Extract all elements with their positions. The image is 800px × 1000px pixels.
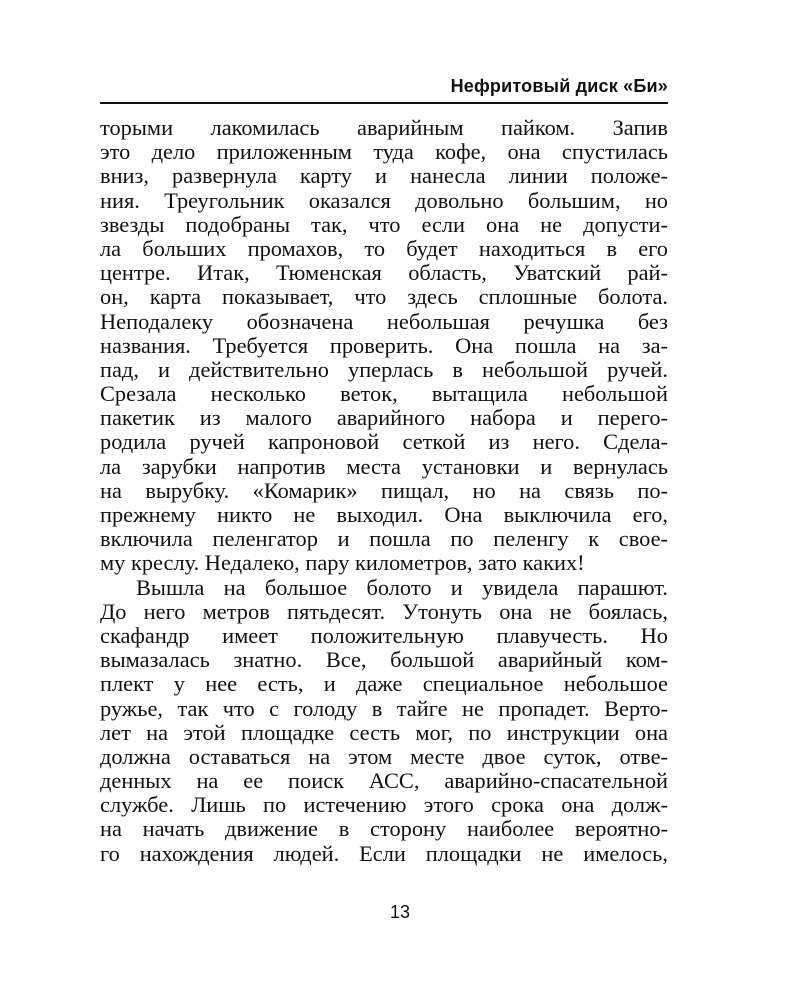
text-line: центре. Итак, Тюменская область, Уватский рай- — [100, 261, 668, 286]
paragraph-1 — [100, 116, 668, 576]
running-header — [100, 72, 668, 104]
text-line: должна оставаться на этом месте двое суток, отве- — [100, 744, 668, 769]
text-line: пакетик из малого аварийного набора и перего- — [100, 406, 668, 431]
text-line: прежнему никто не выходил. Она выключила его, — [100, 503, 668, 527]
text-line: звезды подобраны так, что если она не допусти- — [100, 212, 668, 237]
text-line: Неподалеку обозначена небольшая речушка без — [100, 309, 668, 334]
text-line: скафандр имеет положительную плавучесть. Но — [100, 623, 668, 648]
text-line: родила ручей капроновой сеткой из него. Сдела- — [100, 430, 668, 455]
text-line: включила пеленгатор и пошла по пеленгу к свое- — [100, 527, 668, 552]
text-line: он, карта показывает, что здесь сплошные болота. — [100, 285, 668, 310]
text-line: торыми лакомилась аварийным пайком. Запив — [100, 116, 668, 140]
text-line: Вышла на большое болото и увидела парашют. — [136, 575, 668, 600]
text-line: лет на этой площадке сесть мог, по инструкции она — [100, 720, 668, 745]
text-line: ния. Треугольник оказался довольно большим, но — [100, 188, 668, 213]
paragraph-2 — [100, 576, 668, 866]
text-line: на начать движение в сторону наиболее вероятно- — [100, 817, 668, 842]
text-line: плект у нее есть, и даже специальное небольшое — [100, 672, 668, 697]
text-line: Срезала несколько веток, вытащила небольшой — [100, 382, 668, 407]
text-line: названия. Требуется проверить. Она пошла на за- — [100, 333, 668, 358]
page-number: 13 — [389, 902, 411, 922]
text-line: ла больших промахов, то будет находиться в его — [100, 236, 668, 261]
running-header-title: Нефритовый диск «Би» — [450, 76, 668, 96]
text-line: До него метров пятьдесят. Утонуть она не боялась, — [100, 599, 668, 624]
text-line: ружье, так что с голоду в тайге не пропадет. Верто- — [100, 696, 668, 721]
text-line: го нахождения людей. Если площадки не имелось, — [100, 841, 668, 866]
text-line: службе. Лишь по истечению этого срока она долж- — [100, 793, 668, 818]
text-line: ла зарубки напротив места установки и вернулась — [100, 454, 668, 479]
text-line: это дело приложенным туда кофе, она спустилась — [100, 140, 668, 165]
text-line: денных на ее поиск АСС, аварийно-спасательной — [100, 769, 668, 794]
text-line: на вырубку. «Комарик» пищал, но на связь по- — [100, 478, 668, 503]
text-line: вниз, развернула карту и нанесла линии положе- — [100, 164, 668, 189]
text-line: вымазалась знатно. Все, большой аварийный ком- — [100, 648, 668, 673]
body-text — [100, 116, 668, 866]
text-line: му креслу. Недалеко, пару километров, зато каких! — [100, 551, 585, 576]
text-line: пад, и действительно уперлась в небольшой ручей. — [100, 357, 668, 382]
